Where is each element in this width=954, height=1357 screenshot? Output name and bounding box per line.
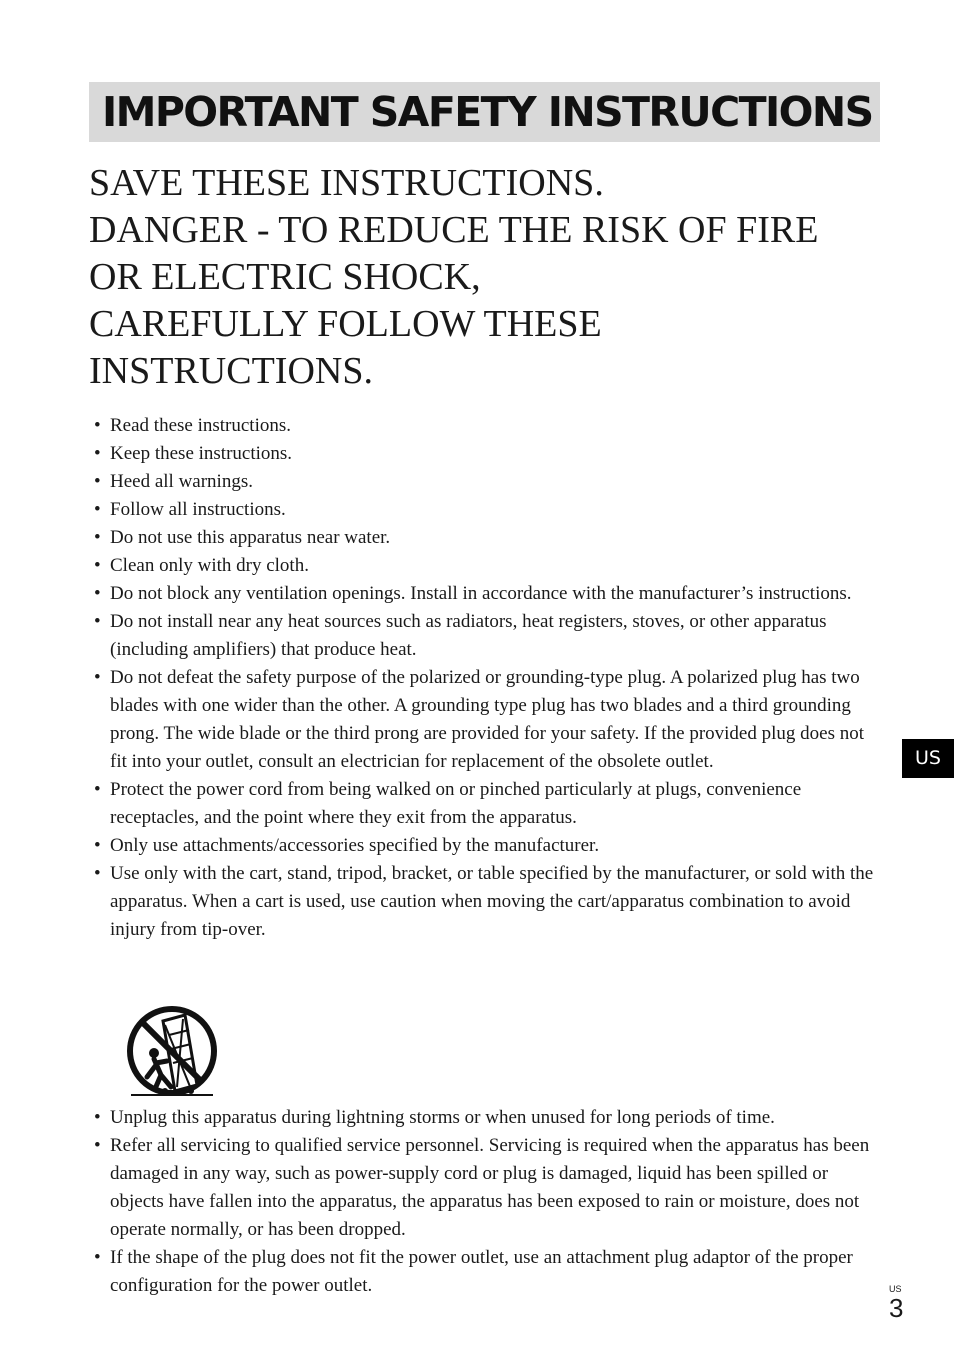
instruction-item: • If the shape of the plug does not fit the power outlet, use an attachment plug adaptor of the proper configuration for the power outlet. <box>93 1244 883 1300</box>
cart-tip-over-warning-icon <box>125 1005 219 1099</box>
instruction-item: • Do not defeat the safety purpose of the polarized or grounding-type plug. A polarized plug has two blades with one wider than the other. A grounding type plug has two blades and a third grounding prong. The wide blade or the third prong are provided for your safety. If the provided plug does not fit into your outlet, consult an electrician for replacement of the obsolete outlet. <box>93 664 883 776</box>
instruction-item: • Use only with the cart, stand, tripod, bracket, or table specified by the manufacturer, or sold with the apparatus. When a cart is used, use caution when moving the cart/apparatus combination to avoid injury from tip-over. <box>93 860 883 944</box>
instruction-item: • Do not install near any heat sources such as radiators, heat registers, stoves, or other apparatus (including amplifiers) that produce heat. <box>93 608 883 664</box>
subtitle-line: SAVE THESE INSTRUCTIONS. <box>89 162 604 204</box>
safety-subtitle <box>89 160 879 395</box>
instruction-list <box>93 412 883 944</box>
instruction-item: • Heed all warnings. <box>93 468 883 496</box>
instruction-item: • Protect the power cord from being walked on or pinched particularly at plugs, convenience receptacles, and the point where they exit from the apparatus. <box>93 776 883 832</box>
page-number: 3 <box>889 1293 904 1323</box>
subtitle-line: CAREFULLY FOLLOW THESE <box>89 303 602 345</box>
subtitle-line: INSTRUCTIONS. <box>89 350 373 392</box>
instruction-item: • Follow all instructions. <box>93 496 883 524</box>
title-bar <box>89 82 880 142</box>
instruction-item: • Unplug this apparatus during lightning storms or when unused for long periods of time. <box>93 1104 883 1132</box>
instruction-item: • Do not use this apparatus near water. <box>93 524 883 552</box>
instruction-item: • Keep these instructions. <box>93 440 883 468</box>
instruction-item: • Clean only with dry cloth. <box>93 552 883 580</box>
instruction-item: • Refer all servicing to qualified service personnel. Servicing is required when the apparatus has been damaged in any way, such as power-supply cord or plug is damaged, liquid has been spilled or objects have fallen into the apparatus, the apparatus has been exposed to rain or moisture, does not operate normally, or has been dropped. <box>93 1132 883 1244</box>
page-title: IMPORTANT SAFETY INSTRUCTIONS <box>102 88 873 136</box>
instruction-list-continued <box>93 1104 883 1300</box>
instruction-item: • Read these instructions. <box>93 412 883 440</box>
language-tab: US <box>902 739 954 778</box>
instruction-item: • Only use attachments/accessories specified by the manufacturer. <box>93 832 883 860</box>
subtitle-line: DANGER - TO REDUCE THE RISK OF FIRE <box>89 209 819 251</box>
page-region-label: US <box>889 1284 902 1294</box>
instruction-item: • Do not block any ventilation openings. Install in accordance with the manufacturer’s instructions. <box>93 580 883 608</box>
subtitle-line: OR ELECTRIC SHOCK, <box>89 256 481 298</box>
